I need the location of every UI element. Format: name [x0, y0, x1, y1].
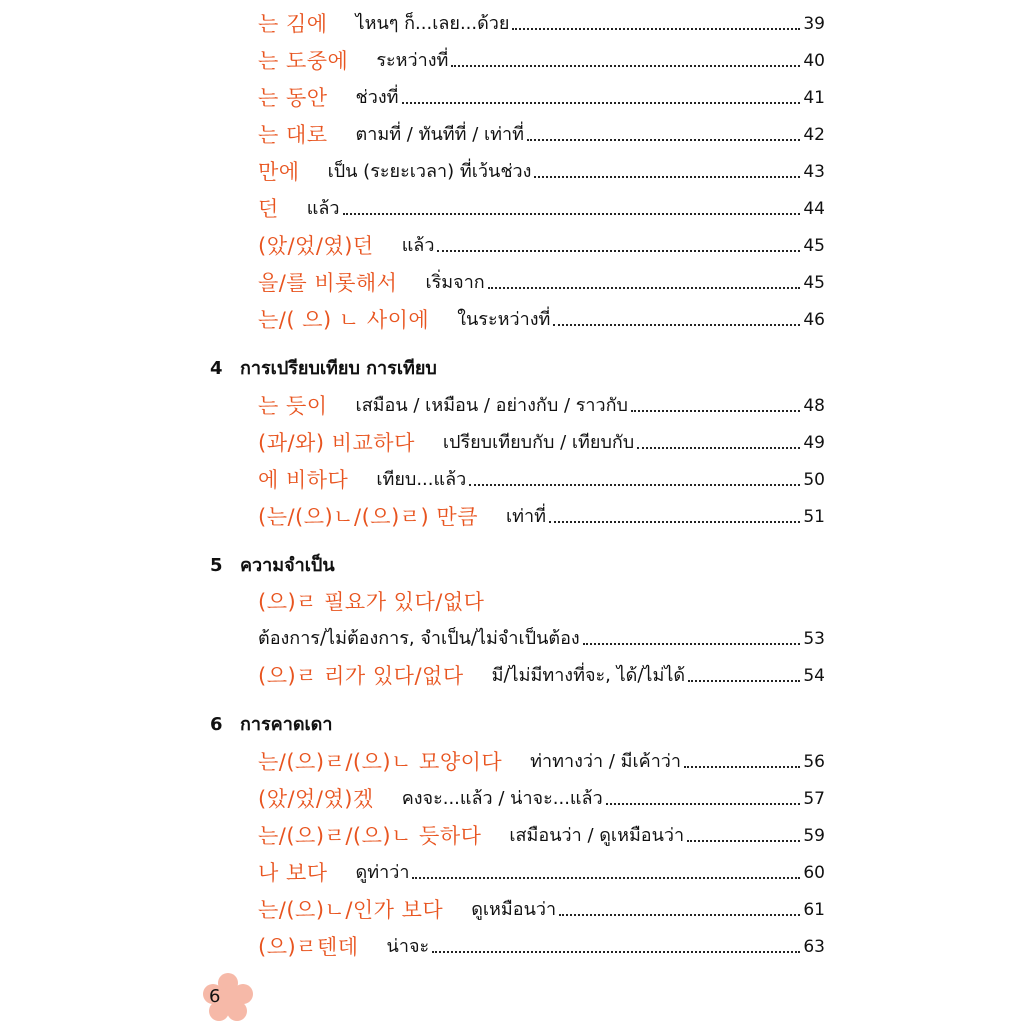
dot-leader: [559, 914, 800, 916]
toc-entry: [258, 623, 825, 653]
korean-grammar: 는 듯이: [258, 394, 328, 418]
thai-meaning: เป็น (ระยะเวลา) ที่เว้นช่วง: [327, 161, 532, 182]
thai-meaning: น่าจะ: [386, 936, 430, 957]
dot-leader: [684, 766, 800, 768]
korean-grammar: 는 도중에: [258, 49, 349, 73]
section-heading: [210, 352, 437, 382]
toc-entry: [258, 501, 825, 531]
dot-leader: [631, 410, 800, 412]
page-ref: 46: [803, 310, 825, 330]
page-ref: 63: [803, 937, 825, 957]
toc-entry: [258, 464, 825, 494]
page-ref: 48: [803, 396, 825, 416]
thai-meaning: ระหว่างที่: [376, 50, 449, 71]
korean-grammar: 에 비하다: [258, 468, 349, 492]
dot-leader: [553, 324, 800, 326]
page-ref: 40: [803, 51, 825, 71]
page-ref: 54: [803, 666, 825, 686]
section-number: 6: [210, 714, 223, 735]
section-heading: [210, 549, 335, 579]
section-number: 5: [210, 555, 223, 576]
dot-leader: [437, 250, 800, 252]
dot-leader: [527, 139, 800, 141]
toc-entry: [258, 119, 825, 149]
page-ref: 43: [803, 162, 825, 182]
korean-grammar: 는/( 으) ㄴ 사이에: [258, 308, 430, 332]
thai-meaning: มี/ไม่มีทางที่จะ, ได้/ไม่ได้: [491, 665, 686, 686]
thai-meaning: เริ่มจาก: [425, 272, 485, 293]
thai-meaning: ช่วงที่: [355, 87, 399, 108]
korean-grammar: 던: [258, 197, 279, 221]
toc-entry: [258, 45, 825, 75]
dot-leader: [637, 447, 800, 449]
dot-leader: [412, 877, 800, 879]
dot-leader: [583, 643, 801, 645]
page-footer: [198, 970, 258, 1026]
page-ref: 50: [803, 470, 825, 490]
toc-entry: [258, 783, 825, 813]
korean-grammar: 는/(으)ㄴ/인가 보다: [258, 898, 444, 922]
toc-entry: [258, 8, 825, 38]
korean-grammar: 는 대로: [258, 123, 328, 147]
dot-leader: [512, 28, 800, 30]
toc-entry: [258, 156, 825, 186]
page-ref: 49: [803, 433, 825, 453]
korean-grammar: (았/었/였)겠: [258, 787, 374, 811]
thai-meaning: เสมือน / เหมือน / อย่างกับ / ราวกับ: [355, 395, 628, 416]
page-ref: 56: [803, 752, 825, 772]
dot-leader: [451, 65, 800, 67]
dot-leader: [534, 176, 800, 178]
korean-grammar: 만에: [258, 160, 300, 184]
dot-leader: [687, 840, 800, 842]
thai-meaning: เท่าที่: [505, 506, 546, 527]
section-heading: [210, 708, 332, 738]
page-ref: 57: [803, 789, 825, 809]
page-ref: 61: [803, 900, 825, 920]
thai-meaning: ในระหว่างที่: [457, 309, 551, 330]
page-ref: 42: [803, 125, 825, 145]
toc-entry: [258, 82, 825, 112]
dot-leader: [606, 803, 801, 805]
thai-meaning: ต้องการ/ไม่ต้องการ, จำเป็น/ไม่จำเป็นต้อง: [258, 628, 580, 649]
thai-meaning: เปรียบเทียบกับ / เทียบกับ: [442, 432, 635, 453]
korean-grammar: (으)ㄹ 필요가 있다/없다: [258, 590, 485, 614]
thai-meaning: ดูเหมือนว่า: [471, 899, 557, 920]
korean-grammar: 는 김에: [258, 12, 328, 36]
korean-grammar: (으)ㄹ텐데: [258, 935, 359, 959]
page-ref: 45: [803, 236, 825, 256]
toc-entry: [258, 820, 825, 850]
dot-leader: [432, 951, 800, 953]
thai-meaning: แล้ว: [306, 198, 340, 219]
korean-grammar: 는 동안: [258, 86, 328, 110]
korean-grammar: (는/(으)ㄴ/(으)ㄹ) 만큼: [258, 505, 478, 529]
thai-meaning: แล้ว: [401, 235, 435, 256]
korean-grammar: (과/와) 비교하다: [258, 431, 415, 455]
toc-entry: [258, 267, 825, 297]
section-number: 4: [210, 358, 223, 379]
page-ref: 51: [803, 507, 825, 527]
korean-grammar: (으)ㄹ 리가 있다/없다: [258, 664, 464, 688]
page-ref: 41: [803, 88, 825, 108]
thai-meaning: เสมือนว่า / ดูเหมือนว่า: [509, 825, 685, 846]
thai-meaning: ไหนๆ ก็...เลย...ด้วย: [355, 13, 510, 34]
thai-meaning: เทียบ...แล้ว: [376, 469, 467, 490]
toc-entry: [258, 931, 825, 961]
page-number: 6: [209, 986, 221, 1007]
dot-leader: [402, 102, 801, 104]
thai-meaning: คงจะ...แล้ว / น่าจะ...แล้ว: [401, 788, 603, 809]
page-ref: 39: [803, 14, 825, 34]
dot-leader: [688, 680, 800, 682]
thai-meaning: ท่าทางว่า / มีเค้าว่า: [530, 751, 682, 772]
toc-entry: [258, 660, 825, 690]
section-title: ความจำเป็น: [240, 555, 335, 576]
toc-entry: [258, 427, 825, 457]
korean-grammar: 나 보다: [258, 861, 328, 885]
page-ref: 53: [803, 629, 825, 649]
page-ref: 44: [803, 199, 825, 219]
toc-entry: [258, 857, 825, 887]
dot-leader: [469, 484, 800, 486]
page-ref: 59: [803, 826, 825, 846]
korean-grammar: 을/를 비롯해서: [258, 271, 398, 295]
toc-entry: [258, 894, 825, 924]
thai-meaning: ตามที่ / ทันทีที่ / เท่าที่: [355, 124, 524, 145]
toc-entry: [258, 193, 825, 223]
toc-entry: [258, 230, 825, 260]
section-title: การคาดเดา: [240, 714, 333, 735]
dot-leader: [343, 213, 801, 215]
korean-grammar: (았/었/였)던: [258, 234, 374, 258]
page-ref: 45: [803, 273, 825, 293]
flower-icon: [198, 970, 258, 1026]
page-ref: 60: [803, 863, 825, 883]
korean-grammar: 는/(으)ㄹ/(으)ㄴ 듯하다: [258, 824, 482, 848]
dot-leader: [488, 287, 801, 289]
toc-entry: [258, 390, 825, 420]
toc-entry: [258, 304, 825, 334]
dot-leader: [549, 521, 800, 523]
toc-entry: [258, 746, 825, 776]
thai-meaning: ดูท่าว่า: [355, 862, 410, 883]
korean-grammar: 는/(으)ㄹ/(으)ㄴ 모양이다: [258, 750, 503, 774]
section-title: การเปรียบเทียบ การเทียบ: [240, 358, 437, 379]
